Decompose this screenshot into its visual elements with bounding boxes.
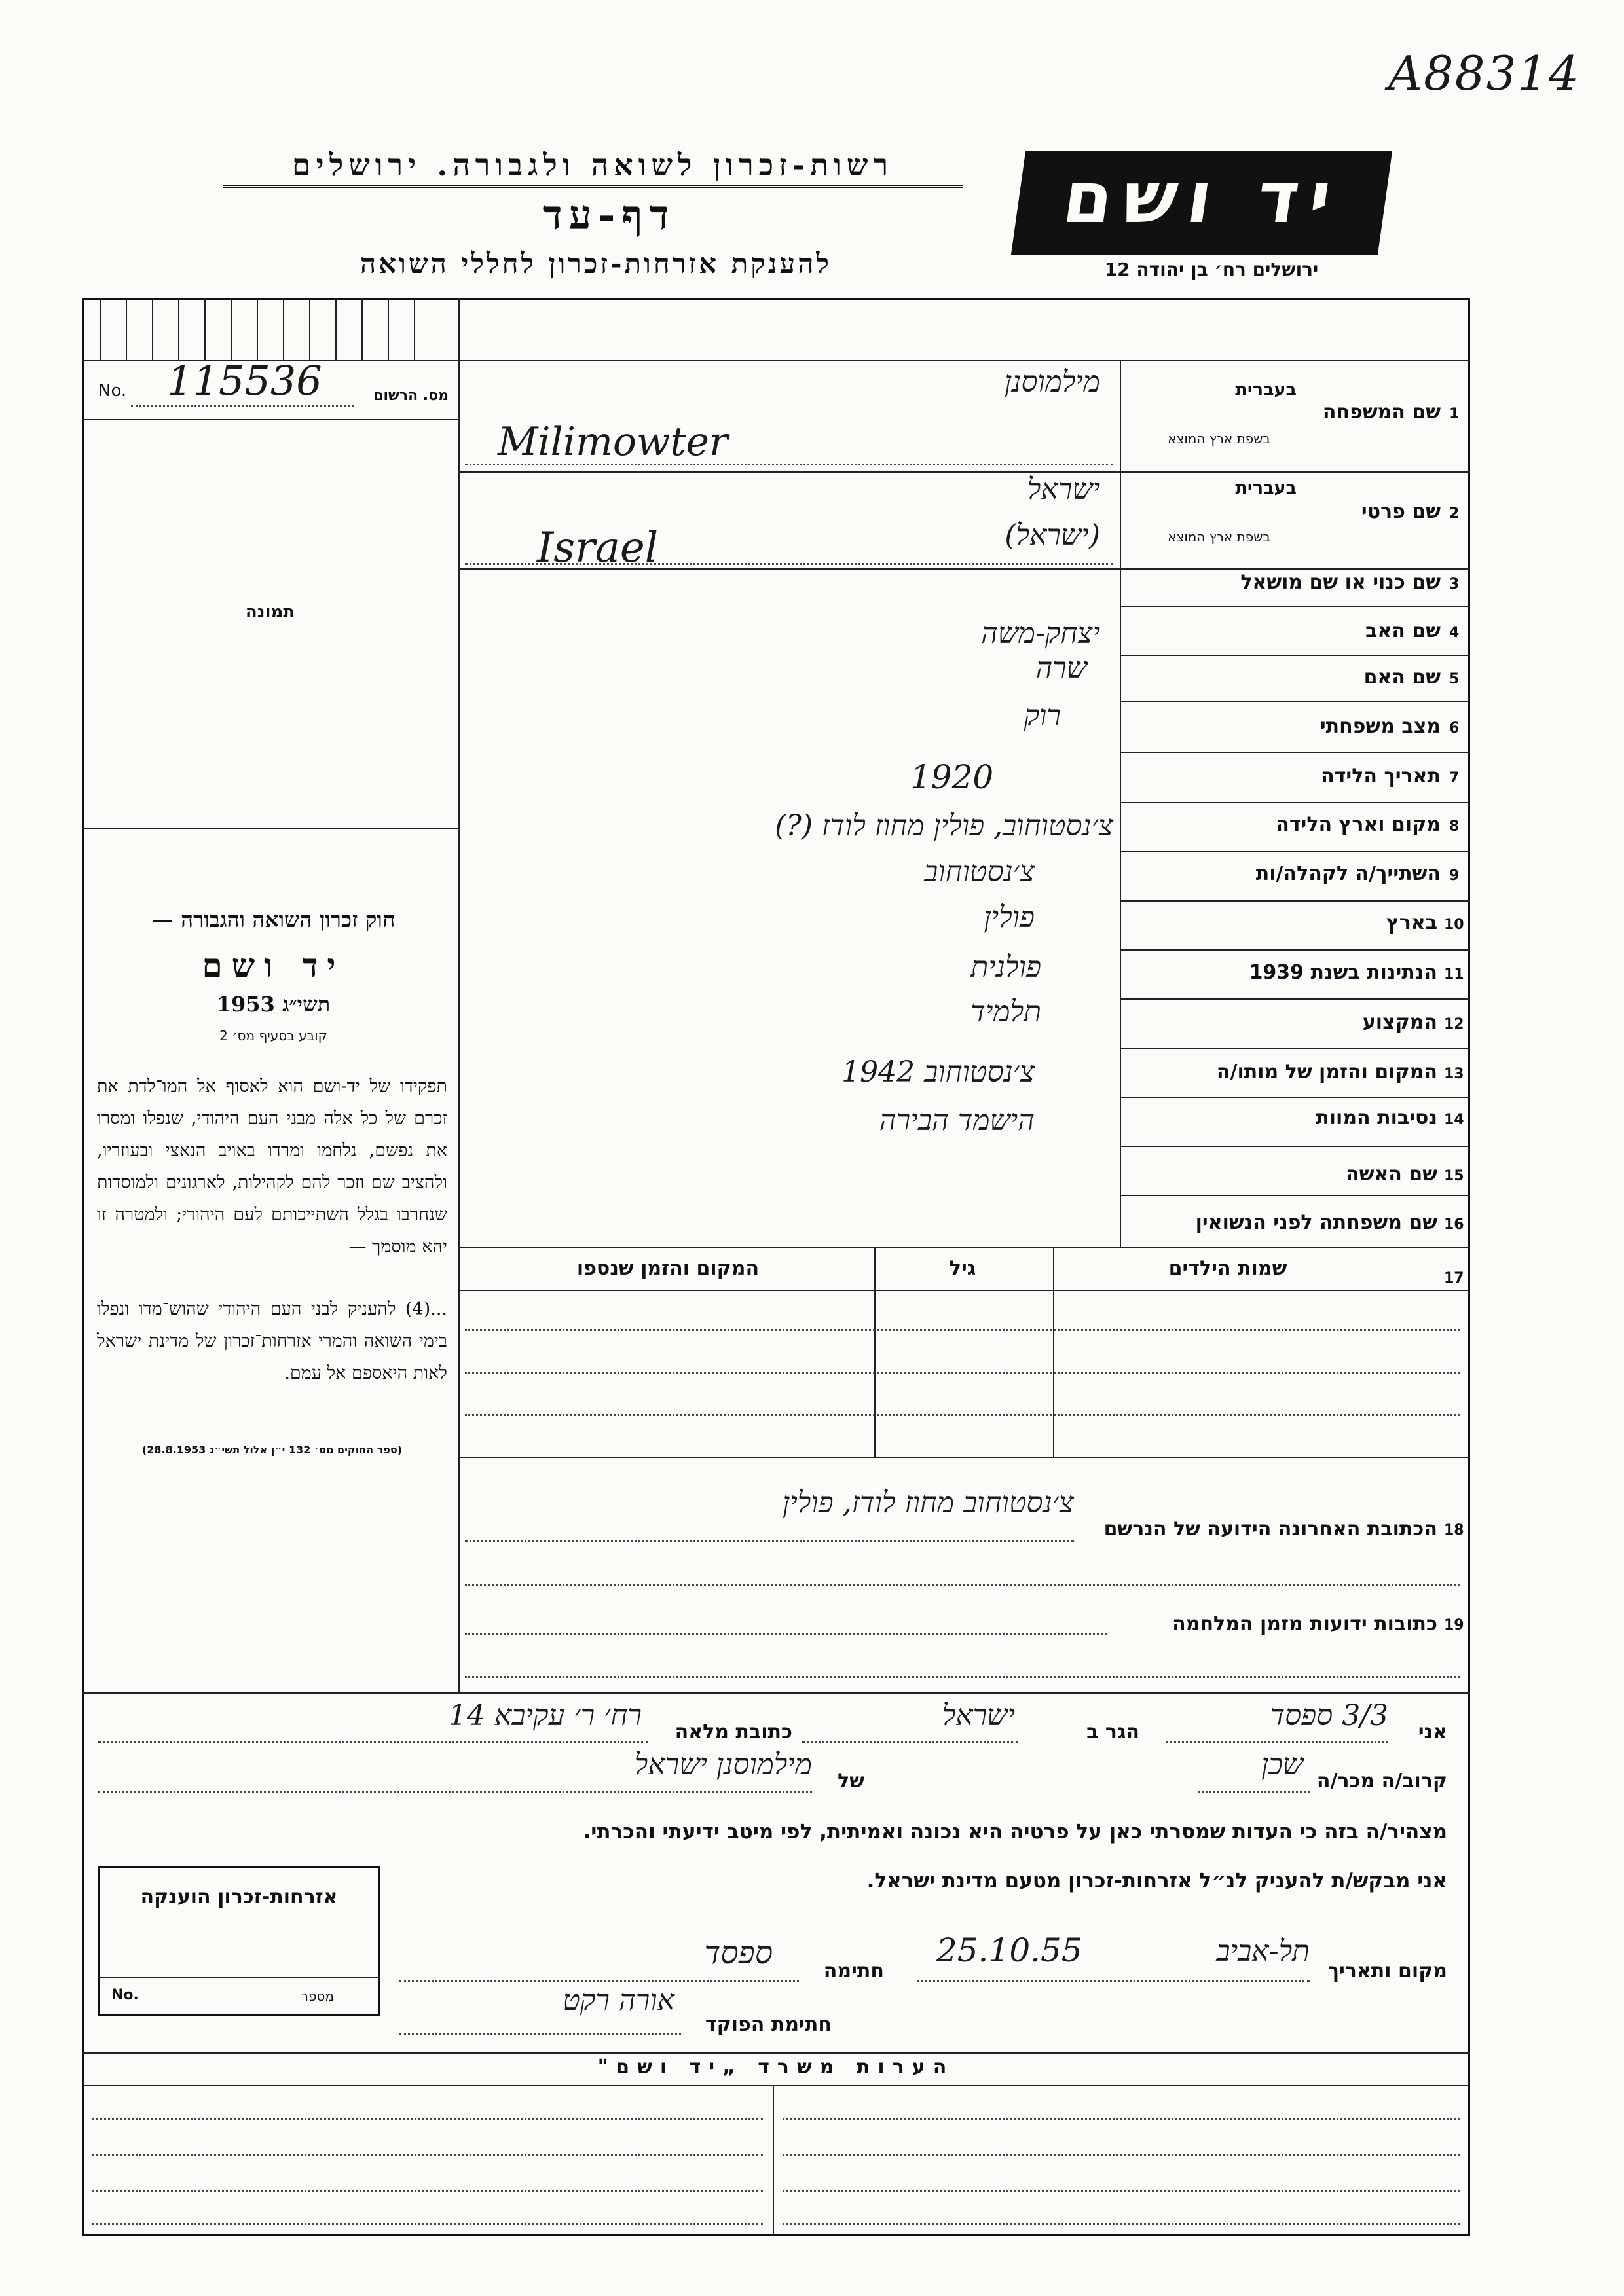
citizenship-1939-value: פולנית bbox=[970, 951, 1041, 984]
field-num-17: 17 bbox=[1444, 1270, 1464, 1286]
yad-vashem-logo bbox=[1011, 151, 1392, 255]
children-age-header: גיל bbox=[949, 1257, 976, 1280]
marital-status-value: רוק bbox=[1024, 699, 1061, 733]
field-num-18: 18 bbox=[1444, 1522, 1464, 1539]
field-num-9: 9 bbox=[1449, 867, 1460, 884]
field-label-death-circumstances: נסיבות המוות bbox=[1316, 1106, 1437, 1129]
field-sub-hebrew-2: בעברית bbox=[1235, 478, 1297, 498]
law-clause: קובע בסעיף מס׳ 2 bbox=[219, 1028, 327, 1044]
logo-text: יד ושם bbox=[1058, 157, 1347, 239]
law-year: תשי״ג 1953 bbox=[216, 992, 331, 1017]
office-notes-title: הערות משרד „יד ושם" bbox=[597, 2056, 955, 2079]
field-label-first-name: שם פרטי bbox=[1361, 500, 1441, 523]
field-label-wife-maiden-name: שם משפחתה לפני הנשואין bbox=[1195, 1211, 1437, 1234]
field-sub-hebrew-1: בעברית bbox=[1235, 380, 1297, 400]
field-label-marital-status: מצב משפחתי bbox=[1320, 715, 1441, 738]
declarant-i-label: אני bbox=[1418, 1721, 1447, 1743]
death-place-time-value: צ׳נסטוחוב 1942 bbox=[841, 1055, 1035, 1089]
children-place-header: המקום והזמן שנספו bbox=[576, 1257, 760, 1280]
field-label-profession: המקצוע bbox=[1362, 1011, 1437, 1034]
declarant-relative-label: קרוב/ה מכר/ה bbox=[1316, 1770, 1447, 1793]
officer-signature-value: אורה רקט bbox=[563, 1984, 674, 2017]
declarant-resides-label: הגר ב bbox=[1086, 1721, 1139, 1743]
authority-title: רשות-זכרון לשואה ולגבורה. ירושלים bbox=[223, 147, 963, 188]
citizenship-no-label: No. bbox=[111, 1987, 139, 2003]
declarant-of-value: מילמוסנן ישראל bbox=[634, 1748, 812, 1781]
declarant-of-label: של bbox=[838, 1770, 864, 1793]
war-addresses-label: כתובות ידועות מזמן המלחמה bbox=[1172, 1613, 1437, 1635]
field-num-15: 15 bbox=[1444, 1168, 1464, 1184]
logo-address: ירושלים רח׳ בן יהודה 12 bbox=[1104, 259, 1319, 280]
place-value: תל-אביב bbox=[1216, 1935, 1310, 1968]
field-num-14: 14 bbox=[1444, 1112, 1464, 1128]
field-label-father-name: שם האב bbox=[1365, 619, 1441, 642]
children-names-header: שמות הילדים bbox=[1168, 1257, 1287, 1280]
form-subtitle: להענקת אזרחות-זכרון לחללי השואה bbox=[360, 247, 832, 280]
field-label-birth-date: תאריך הלידה bbox=[1321, 765, 1441, 788]
last-address-value: צ׳נסטוחוב מחוז לודז, פולין bbox=[783, 1486, 1074, 1520]
field-num-6: 6 bbox=[1449, 720, 1460, 737]
field-label-death-place-time: המקום והזמן של מותו/ה bbox=[1216, 1061, 1437, 1084]
community-value: צ׳נסטוחוב bbox=[924, 855, 1035, 888]
field-num-2: 2 bbox=[1449, 505, 1460, 522]
field-sub-orig-1: בשפת ארץ המוצא bbox=[1168, 431, 1270, 446]
form-title: דף-עד bbox=[542, 191, 676, 239]
declaration-text: מצהיר/ה בזה כי העדות שמסרתי כאן על פרטיה היא נכונה ואמיתית, לפי מיטב ידיעתי והכרתי. bbox=[583, 1820, 1447, 1844]
signature-value: ספסד bbox=[704, 1935, 773, 1971]
field-num-10: 10 bbox=[1444, 917, 1464, 933]
declarant-address-label: כתובת מלאה bbox=[674, 1721, 792, 1743]
field-num-19: 19 bbox=[1444, 1617, 1464, 1633]
field-label-wife-name: שם האשה bbox=[1346, 1163, 1437, 1186]
place-date-label: מקום ותאריך bbox=[1327, 1959, 1447, 1982]
citizenship-granted-title: אזרחות-זכרון הוענקה bbox=[140, 1886, 338, 1908]
declarant-address-value: רח׳ ר׳ עקיבא 14 bbox=[448, 1699, 642, 1732]
field-num-4: 4 bbox=[1449, 625, 1460, 641]
family-name-hebrew-value: מילמוסנן bbox=[1004, 365, 1100, 399]
archive-stamp-number: A88314 bbox=[1388, 46, 1581, 101]
registration-no-label: No. bbox=[98, 381, 127, 401]
family-name-original-value: Milimowter bbox=[498, 419, 728, 465]
law-name: יד ושם bbox=[202, 946, 345, 985]
declarant-relative-value: שכן bbox=[1261, 1748, 1303, 1781]
field-sub-orig-2: בשפת ארץ המוצא bbox=[1168, 529, 1270, 545]
field-label-citizenship-1939: הנתינות בשנת 1939 bbox=[1249, 961, 1437, 984]
birth-place-value: צ׳נסטוחוב, פולין מחוז לודז (?) bbox=[775, 809, 1113, 843]
field-num-8: 8 bbox=[1449, 818, 1460, 835]
death-circumstances-value: הישמד הבירה bbox=[879, 1104, 1035, 1137]
law-title: חוק זכרון השואה והגבורה — bbox=[151, 907, 396, 932]
father-name-value: יצחק-משה bbox=[980, 617, 1100, 650]
registration-no-value: 115536 bbox=[167, 357, 322, 405]
country-value: פולין bbox=[984, 901, 1035, 934]
field-num-5: 5 bbox=[1449, 671, 1460, 687]
field-label-country: בארץ bbox=[1386, 911, 1437, 934]
first-name-hebrew-value-2: (ישראל) bbox=[1005, 519, 1100, 552]
field-label-nickname: שם כנוי או שם מושאל bbox=[1240, 571, 1441, 594]
field-label-mother-name: שם האם bbox=[1363, 666, 1441, 689]
birth-date-value: 1920 bbox=[910, 758, 994, 796]
profession-value: תלמיד bbox=[970, 995, 1041, 1029]
field-num-3: 3 bbox=[1449, 576, 1460, 592]
photo-label: תמונה bbox=[245, 602, 295, 622]
field-num-13: 13 bbox=[1444, 1066, 1464, 1082]
first-name-original-value: Israel bbox=[537, 524, 659, 572]
mother-name-value: שרה bbox=[1035, 651, 1087, 685]
declarant-resides-value: ישראל bbox=[942, 1699, 1015, 1732]
field-label-birth-place: מקום וארץ הלידה bbox=[1276, 813, 1441, 836]
law-text: תפקידו של יד-ושם הוא לאסוף אל המו־לדת את זכרם של כל אלה מבני העם היהודי, שנפלו ומסרו את נפשם, נלחמו ומרדו באויב הנאצי ובעוזריו, ולהציב שם וזכר להם לקהילות, לארגונים ולמוסדות שנחרבו בגלל השתייכותם לעם היהודי; ולמטרה זו יהא מוסמך — bbox=[97, 1076, 447, 1257]
law-text-clause-4: ...(4) להעניק לבני העם היהודי שהוש־מדו ונפלו בימי השואה והמרי אזרחות־זכרון של מדינת ישראל לאות היאספם אל עמם. bbox=[97, 1299, 447, 1383]
request-text: אני מבקש/ת להעניק לנ״ל אזרחות-זכרון מטעם מדינת ישראל. bbox=[866, 1869, 1447, 1893]
field-num-1: 1 bbox=[1449, 406, 1460, 422]
law-footnote: (ספר החוקים מס׳ 132 י״ן אלול תשי״ג 28.8.1953) bbox=[141, 1444, 403, 1456]
signature-label: חתימה bbox=[823, 1959, 884, 1982]
date-value: 25.10.55 bbox=[936, 1931, 1082, 1969]
field-num-16: 16 bbox=[1444, 1216, 1464, 1233]
registration-no-he-label: מס. הרשום bbox=[373, 388, 449, 404]
field-label-community: השתייך/ה לקהלה/ות bbox=[1255, 862, 1441, 885]
field-label-family-name: שם המשפחה bbox=[1322, 401, 1441, 424]
officer-signature-label: חתימת הפוקד bbox=[705, 2013, 832, 2036]
last-address-label: הכתובת האחרונה הידועה של הנרשם bbox=[1103, 1518, 1437, 1540]
first-name-hebrew-value: ישראל bbox=[1027, 473, 1100, 506]
declarant-name-value: 3/3 ספסד bbox=[1270, 1699, 1388, 1732]
field-num-12: 12 bbox=[1444, 1016, 1464, 1032]
field-num-7: 7 bbox=[1449, 770, 1460, 786]
field-num-11: 11 bbox=[1444, 966, 1464, 983]
citizenship-num-label: מספר bbox=[301, 1988, 334, 2004]
